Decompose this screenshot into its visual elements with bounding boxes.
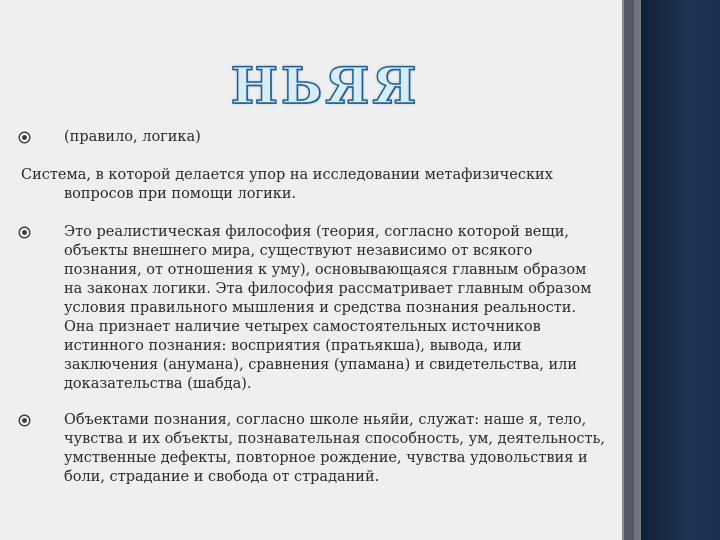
target-bullet-icon	[18, 131, 31, 144]
slide-title: НЬЯЯ	[230, 56, 420, 115]
bullet-text: Объектами познания, согласно школе ньяйи, служат: наше я, тело, чувства и их объекты, познавательная способность, ум, деятельность, умственные дефекты, повторное рождение, чувства удовольствия и боли, страдание и свобода от страданий.	[64, 412, 606, 485]
bullet-item	[18, 411, 608, 487]
side-panel	[641, 0, 720, 540]
title-area	[0, 56, 650, 115]
side-wedge	[634, 0, 641, 540]
target-bullet-icon	[18, 414, 31, 427]
bullet-item	[18, 223, 608, 394]
bullet-text: Это реалистическая философия (теория, согласно которой вещи, объекты внешнего мира, существуют независимо от всякого познания, от отношения к уму), основывающаяся главным образом на законах логики. Эта философия рассматривает главным образом условия правильного мышления и средства познания реальности. Она признает наличие четырех самостоятельных источников истинного познания: восприятия (пратьякша), вывода, или заключения (анумана), сравнения (упамана) и свидетельства, или доказательства (шабда).	[64, 224, 592, 392]
bullet-text: (правило, логика)	[64, 129, 201, 145]
target-bullet-icon	[18, 226, 31, 239]
side-decoration	[622, 0, 720, 540]
side-stripe	[624, 0, 634, 540]
plain-paragraph: Система, в которой делается упор на исследовании метафизических вопросов при помощи логики.	[21, 167, 553, 202]
bullet-item	[18, 128, 608, 147]
slide-content	[18, 128, 608, 487]
